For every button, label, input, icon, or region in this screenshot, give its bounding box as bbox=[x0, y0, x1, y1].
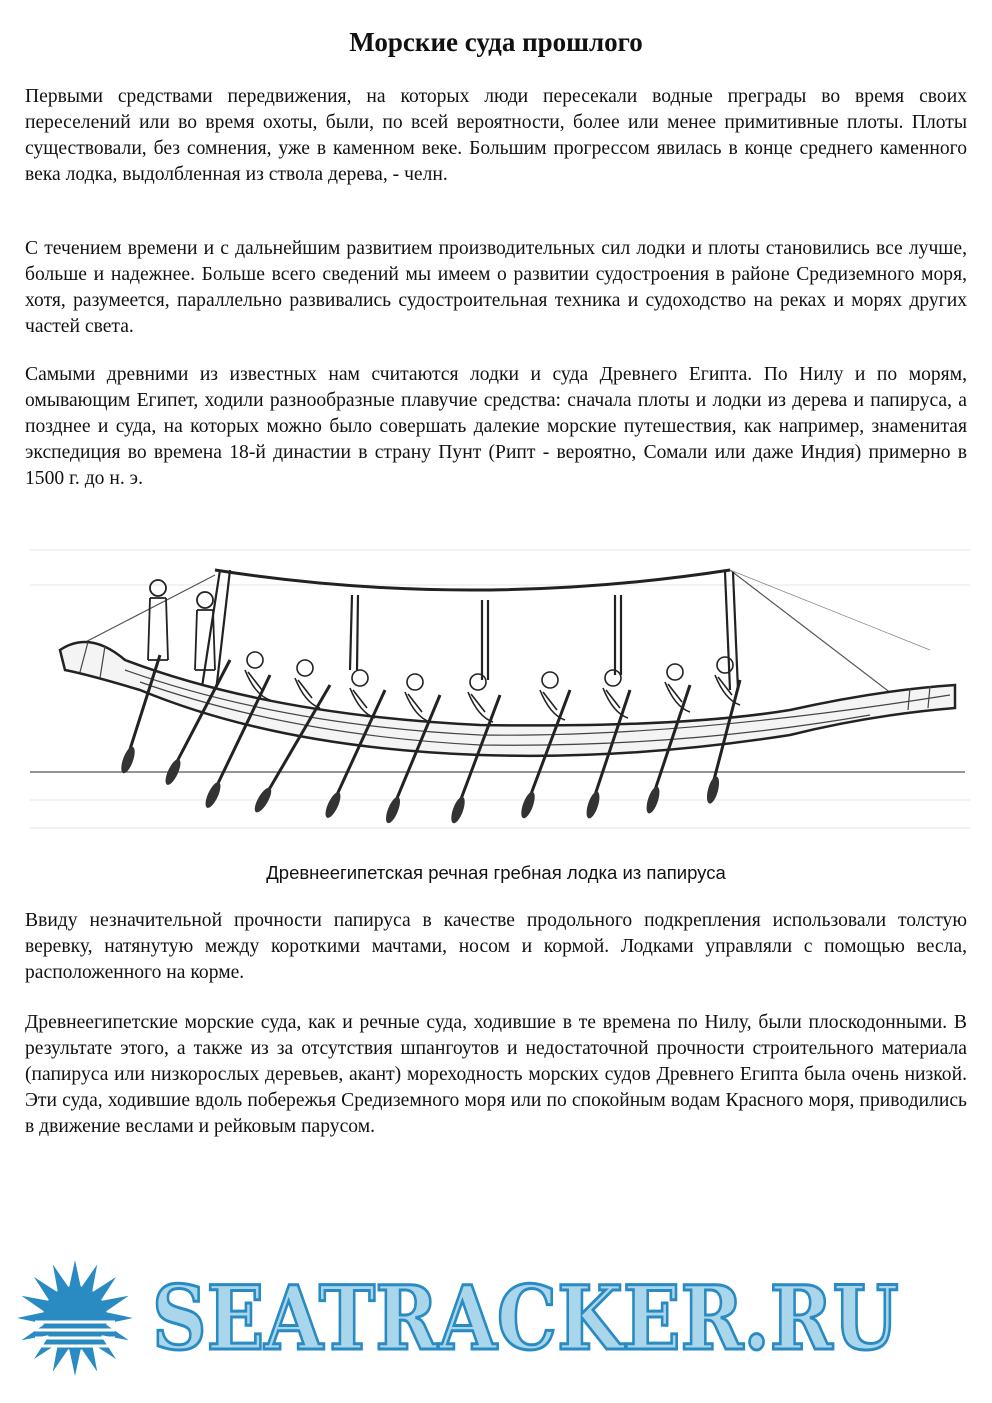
figure-caption: Древнеегипетская речная гребная лодка из папируса bbox=[266, 862, 726, 883]
watermark-text: SEATRACKER.RU bbox=[152, 1266, 899, 1370]
papyrus-boat-illustration bbox=[30, 510, 970, 845]
page-title: Морские суда прошлого bbox=[349, 27, 643, 57]
paragraph-4: Ввиду незначительной прочности папируса в качестве продольного подкрепления использовали толстую веревку, натянутую между короткими мачтами, носом и кормой. Лодками управляли с помощью весла, расположенного на корме. bbox=[25, 910, 967, 983]
paragraph-3: Самыми древними из известных нам считаются лодки и суда Древнего Египта. По Нилу и по морям, омывающим Египет, ходили разнообразные плавучие средства: сначала плоты и лодки из дерева и папируса, а позднее и суда, на которых можно было совершать далекие морские путешествия, как например, знаменитая экспедиция во времена 18-й династии в страну Пунт (Рипт - вероятно, Сомали или даже Индия) примерно в 1500 г. до н. э. bbox=[25, 364, 967, 489]
paragraph-2: С течением времени и с дальнейшим развитием производительных сил лодки и плоты становились все лучше, больше и надежнее. Больше всего сведений мы имеем о развитии судостроения в районе Средиземного моря, хотя, разумеется, параллельно развивались судостроительная техника и судоходство на реках и морях других частей света. bbox=[25, 238, 967, 337]
paragraph-1: Первыми средствами передвижения, на которых люди пересекали водные преграды во время своих переселений или во время охоты, были, по всей вероятности, более или менее примитивные плоты. Плоты существовали, без сомнения, уже в каменном веке. Большим прогрессом явилась в конце среднего каменного века лодка, выдолбленная из ствола дерева, - челн. bbox=[25, 86, 967, 185]
paragraph-5: Древнеегипетские морские суда, как и речные суда, ходившие в те времена по Нилу, были плоскодонными. В результате этого, а также из за отсутствия шпангоутов и недостаточной прочности строительного материала (папируса или низкорослых деревьев, акант) мореходность морских судов Древнего Египта была очень низкой. Эти суда, ходившие вдоль побережья Средиземного моря или по спокойным водам Красного моря, приводились в движение веслами и рейковым парусом. bbox=[25, 1012, 967, 1137]
